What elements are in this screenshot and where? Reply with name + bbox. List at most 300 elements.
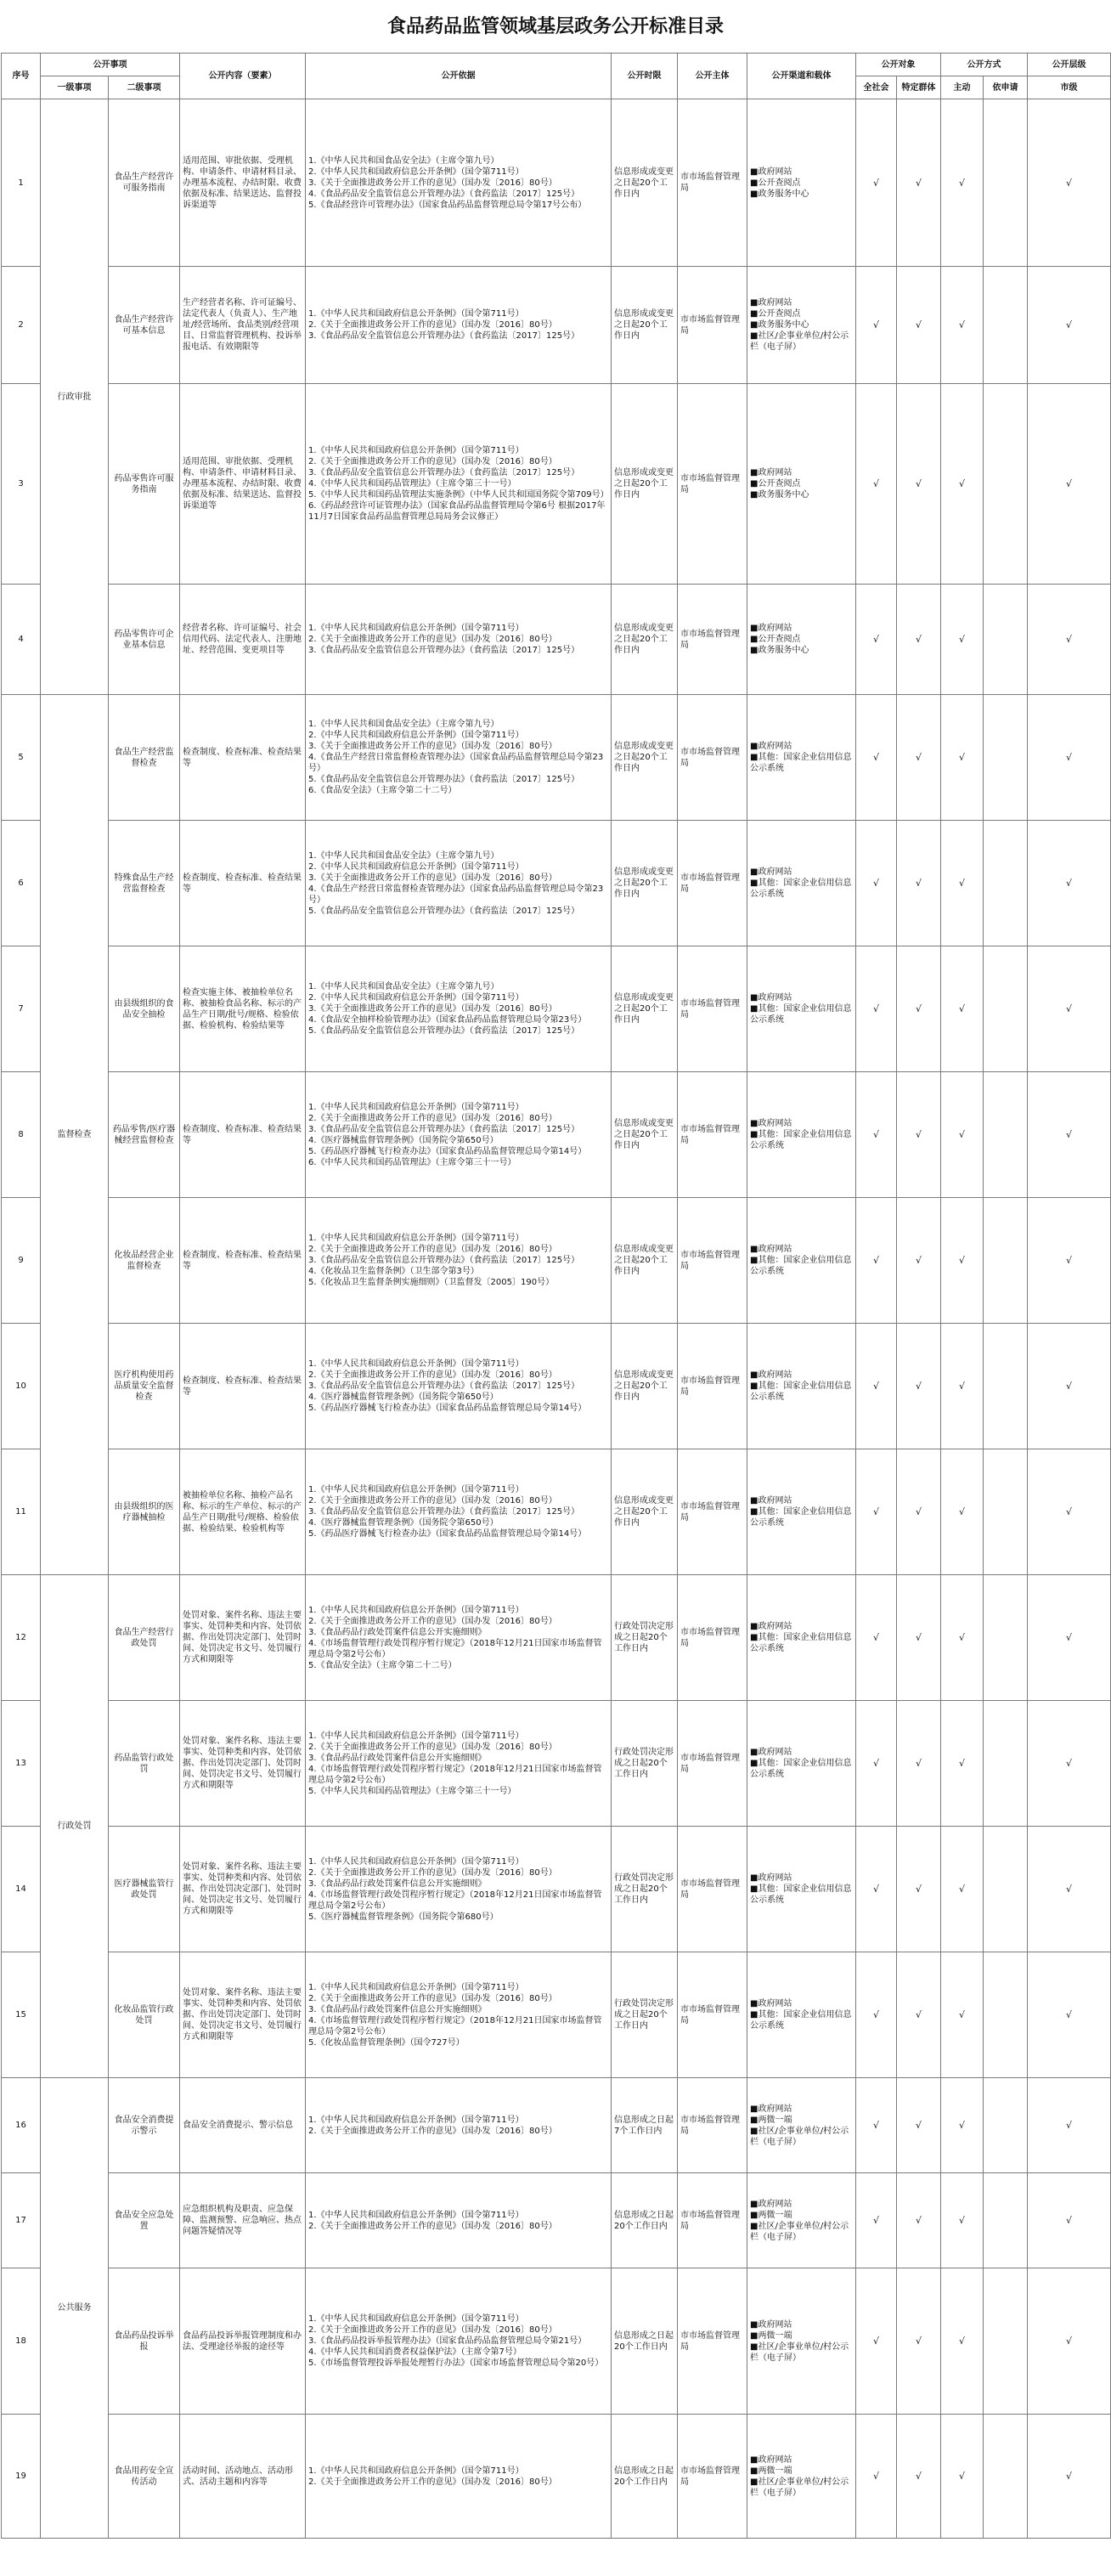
basis-item: 4.《医疗器械监督管理条例》（国务院令第650号） <box>308 1393 499 1402</box>
header-subject: 公开主体 <box>678 54 747 99</box>
item-level2: 由县级组织的医疗器械抽检 <box>109 1449 180 1575</box>
publish-time: 信息形成或变更之日起20个工作日内 <box>612 821 678 946</box>
basis-list <box>306 267 612 384</box>
content-elements: 处罚对象、案件名称、违法主要事实、处罚种类和内容、处罚依据、作出处罚决定部门、处罚时间、处罚决定书文号、处罚履行方式和期限等 <box>180 1575 306 1701</box>
item-level2: 医疗机构使用药品质量安全监督检查 <box>109 1324 180 1449</box>
publish-subject: 市市场监督管理局 <box>678 267 747 384</box>
basis-item: 1.《中华人民共和国食品安全法》（主席令第九号） <box>308 720 499 729</box>
basis-item: 2.《中华人民共和国政府信息公开条例》（国令第711号） <box>308 167 524 177</box>
item-level2: 食品生产经营行政处罚 <box>109 1575 180 1701</box>
check-all-society: √ <box>856 2415 897 2539</box>
check-city-level: √ <box>1028 1324 1111 1449</box>
check-on-request <box>984 1449 1028 1575</box>
publish-time: 信息形成或变更之日起20个工作日内 <box>612 1198 678 1324</box>
channel-item: ■政府网站 <box>750 2104 792 2114</box>
basis-item: 2.《关于全面推进政务公开工作的意见》（国办发〔2016〕80号） <box>308 2221 557 2231</box>
check-all-society: √ <box>856 2173 897 2268</box>
channel-item: ■政府网站 <box>750 1748 792 1757</box>
channel-item: ■政府网站 <box>750 624 792 633</box>
publish-time: 信息形成之日起7个工作日内 <box>612 2078 678 2173</box>
check-on-request <box>984 384 1028 585</box>
content-elements: 检查制度、检查标准、检查结果等 <box>180 1324 306 1449</box>
basis-item: 5.《市场监督管理投诉举报处理暂行办法》（国家市场监督管理总局令第20号） <box>308 2359 604 2368</box>
check-city-level: √ <box>1028 821 1111 946</box>
basis-item: 4.《医疗器械监督管理条例》（国务院令第650号） <box>308 1518 499 1528</box>
item-level2: 食品生产经营许可服务指南 <box>109 99 180 267</box>
publish-time: 信息形成之日起20个工作日内 <box>612 2268 678 2415</box>
check-specific-group: √ <box>897 267 941 384</box>
basis-item: 5.《食品药品安全监管信息公开管理办法》（食药监法〔2017〕125号） <box>308 775 580 784</box>
row-seq: 4 <box>2 585 41 695</box>
basis-list <box>306 2078 612 2173</box>
check-active: √ <box>941 2268 984 2415</box>
header-target-all: 全社会 <box>856 76 897 99</box>
content-elements: 处罚对象、案件名称、违法主要事实、处罚种类和内容、处罚依据、作出处罚决定部门、处罚时间、处罚决定书文号、处罚履行方式和期限等 <box>180 1827 306 1952</box>
basis-item: 5.《中华人民共和国药品管理法》（主席令第三十一号） <box>308 1786 516 1796</box>
content-elements: 检查制度、检查标准、检查结果等 <box>180 695 306 821</box>
basis-item: 6.《药品经营许可证管理办法》（国家食品药品监督管理局令第6号 根据2017年11月7日国家食品药品监督管理总局局务会议修正） <box>308 501 606 522</box>
table-row <box>2 1701 1111 1827</box>
basis-item: 1.《中华人民共和国政府信息公开条例》（国令第711号） <box>308 2115 524 2125</box>
channel-item: ■社区/企事业单位/村公示栏（电子屏） <box>750 2221 849 2242</box>
basis-item: 2.《关于全面推进政务公开工作的意见》（国办发〔2016〕80号） <box>308 1867 557 1878</box>
check-city-level: √ <box>1028 695 1111 821</box>
basis-item: 2.《关于全面推进政务公开工作的意见》（国办发〔2016〕80号） <box>308 1113 557 1123</box>
basis-item: 1.《中华人民共和国食品安全法》（主席令第九号） <box>308 155 499 166</box>
basis-list <box>306 2415 612 2539</box>
basis-item: 4.《中华人民共和国消费者权益保护法》（主席令第7号） <box>308 2347 522 2357</box>
basis-item: 2.《关于全面推进政务公开工作的意见》（国办发〔2016〕80号） <box>308 1742 557 1752</box>
check-active: √ <box>941 99 984 267</box>
header-item-l2: 二级事项 <box>109 76 180 99</box>
channel-item: ■政府网站 <box>750 867 792 877</box>
check-all-society: √ <box>856 2268 897 2415</box>
basis-item: 3.《关于全面推进政务公开工作的意见》（国办发〔2016〕80号） <box>308 873 557 883</box>
content-elements: 处罚对象、案件名称、违法主要事实、处罚种类和内容、处罚依据、作出处罚决定部门、处罚时间、处罚决定书文号、处罚履行方式和期限等 <box>180 1701 306 1827</box>
channel-item: ■其他：国家企业信用信息公示系统 <box>750 1130 852 1150</box>
item-level2: 医疗器械监管行政处罚 <box>109 1827 180 1952</box>
basis-item: 3.《食品药品安全监管信息公开管理办法》（食药监法〔2017〕125号） <box>308 331 580 341</box>
check-on-request <box>984 695 1028 821</box>
check-on-request <box>984 1072 1028 1198</box>
channel-list <box>747 1827 856 1952</box>
basis-item: 3.《关于全面推进政务公开工作的意见》（国办发〔2016〕80号） <box>308 1004 557 1014</box>
catalog-table <box>1 53 1111 2539</box>
publish-subject: 市市场监督管理局 <box>678 99 747 267</box>
basis-item: 4.《食品生产经营日常监督检查管理办法》（国家食品药品监督管理总局令第23号） <box>308 753 604 773</box>
basis-item: 4.《医疗器械监督管理条例》（国务院令第650号） <box>308 1135 499 1145</box>
basis-item: 1.《中华人民共和国政府信息公开条例》（国令第711号） <box>308 624 524 633</box>
publish-subject: 市市场监督管理局 <box>678 384 747 585</box>
basis-list <box>306 821 612 946</box>
basis-item: 4.《食品生产经营日常监督检查管理办法》（国家食品药品监督管理总局令第23号） <box>308 884 604 905</box>
basis-item: 1.《中华人民共和国食品安全法》（主席令第九号） <box>308 982 499 991</box>
check-specific-group: √ <box>897 384 941 585</box>
publish-time: 行政处罚决定形成之日起20个工作日内 <box>612 1827 678 1952</box>
publish-subject: 市市场监督管理局 <box>678 1575 747 1701</box>
basis-item: 4.《食品药品安全监管信息公开管理办法》（食药监法〔2017〕125号） <box>308 189 580 199</box>
check-city-level: √ <box>1028 1449 1111 1575</box>
basis-item: 1.《中华人民共和国政府信息公开条例》（国令第711号） <box>308 1102 524 1112</box>
check-all-society: √ <box>856 1952 897 2078</box>
item-level2: 化妆品经营企业监督检查 <box>109 1198 180 1324</box>
basis-item: 5.《化妆品监督管理条例》（国令727号） <box>308 2037 465 2048</box>
basis-item: 1.《中华人民共和国政府信息公开条例》（国令第711号） <box>308 1234 524 1243</box>
basis-item: 3.《食品药品安全监管信息公开管理办法》（食药监法〔2017〕125号） <box>308 1124 580 1134</box>
channel-list <box>747 2173 856 2268</box>
table-row <box>2 821 1111 946</box>
row-seq: 13 <box>2 1701 41 1827</box>
basis-list <box>306 695 612 821</box>
check-active: √ <box>941 384 984 585</box>
check-all-society: √ <box>856 1827 897 1952</box>
check-on-request <box>984 1952 1028 2078</box>
channel-item: ■政务服务中心 <box>750 189 809 199</box>
publish-subject: 市市场监督管理局 <box>678 1449 747 1575</box>
channel-item: ■政府网站 <box>750 468 792 477</box>
check-city-level: √ <box>1028 585 1111 695</box>
channel-item: ■社区/企事业单位/村公示栏（电子屏） <box>750 331 849 352</box>
publish-time: 信息形成之日起20个工作日内 <box>612 2415 678 2539</box>
basis-list <box>306 2268 612 2415</box>
check-active: √ <box>941 1324 984 1449</box>
basis-list <box>306 2173 612 2268</box>
check-active: √ <box>941 946 984 1072</box>
check-specific-group: √ <box>897 1952 941 2078</box>
channel-list <box>747 1575 856 1701</box>
publish-time: 信息形成或变更之日起20个工作日内 <box>612 1072 678 1198</box>
check-active: √ <box>941 267 984 384</box>
content-elements: 检查制度、检查标准、检查结果等 <box>180 821 306 946</box>
check-on-request <box>984 1701 1028 1827</box>
check-specific-group: √ <box>897 946 941 1072</box>
check-active: √ <box>941 1952 984 2078</box>
channel-item: ■其他：国家企业信用信息公示系统 <box>750 878 852 899</box>
item-level2: 食品安全消费提示警示 <box>109 2078 180 2173</box>
item-level2: 特殊食品生产经营监督检查 <box>109 821 180 946</box>
row-seq: 19 <box>2 2415 41 2539</box>
header-channel: 公开渠道和载体 <box>747 54 856 99</box>
content-elements: 适用范围、审批依据、受理机构、申请条件、申请材料目录、办理基本流程、办结时限、收费依据及标准、结果送达、监督投诉渠道等 <box>180 99 306 267</box>
check-all-society: √ <box>856 1198 897 1324</box>
channel-list <box>747 267 856 384</box>
row-seq: 18 <box>2 2268 41 2415</box>
check-active: √ <box>941 1449 984 1575</box>
publish-time: 信息形成或变更之日起20个工作日内 <box>612 267 678 384</box>
check-specific-group: √ <box>897 99 941 267</box>
channel-item: ■政务服务中心 <box>750 646 809 655</box>
basis-item: 3.《食品药品安全监管信息公开管理办法》（食药监法〔2017〕125号） <box>308 646 580 655</box>
row-seq: 2 <box>2 267 41 384</box>
check-city-level: √ <box>1028 1072 1111 1198</box>
item-level2: 药品零售许可企业基本信息 <box>109 585 180 695</box>
table-body <box>2 99 1111 2539</box>
check-on-request <box>984 1827 1028 1952</box>
basis-item: 1.《中华人民共和国政府信息公开条例》（国令第711号） <box>308 446 524 455</box>
check-on-request <box>984 585 1028 695</box>
channel-item: ■政府网站 <box>750 1119 792 1128</box>
channel-item: ■政府网站 <box>750 1245 792 1254</box>
header-target-specific: 特定群体 <box>897 76 941 99</box>
row-seq: 12 <box>2 1575 41 1701</box>
content-elements: 被抽检单位名称、抽检产品名称、标示的生产单位、标示的产品生产日期/批号/规格、检验依据、检验结果、检验机构等 <box>180 1449 306 1575</box>
row-seq: 3 <box>2 384 41 585</box>
basis-item: 2.《关于全面推进政务公开工作的意见》（国办发〔2016〕80号） <box>308 2126 557 2136</box>
content-elements: 食品药品投诉举报管理制度和办法、受理途径举报的途径等 <box>180 2268 306 2415</box>
channel-list <box>747 946 856 1072</box>
basis-list <box>306 1701 612 1827</box>
check-on-request <box>984 946 1028 1072</box>
check-active: √ <box>941 1827 984 1952</box>
header-item: 公开事项 <box>41 54 180 76</box>
basis-item: 3.《食品药品安全监管信息公开管理办法》（食药监法〔2017〕125号） <box>308 1381 580 1391</box>
check-active: √ <box>941 2173 984 2268</box>
check-active: √ <box>941 1198 984 1324</box>
basis-item: 2.《关于全面推进政务公开工作的意见》（国办发〔2016〕80号） <box>308 1993 557 2003</box>
channel-item: ■两微一端 <box>750 2115 792 2125</box>
table-row <box>2 1198 1111 1324</box>
check-all-society: √ <box>856 585 897 695</box>
basis-item: 2.《关于全面推进政务公开工作的意见》（国办发〔2016〕80号） <box>308 457 557 466</box>
channel-list <box>747 2415 856 2539</box>
header-time: 公开时限 <box>612 54 678 99</box>
basis-list <box>306 1575 612 1701</box>
basis-item: 4.《化妆品卫生监督条例》（卫生部令第3号） <box>308 1267 479 1276</box>
basis-item: 1.《中华人民共和国政府信息公开条例》（国令第711号） <box>308 2314 524 2324</box>
item-level2: 药品零售许可服务指南 <box>109 384 180 585</box>
channel-list <box>747 1198 856 1324</box>
row-seq: 7 <box>2 946 41 1072</box>
publish-subject: 市市场监督管理局 <box>678 2078 747 2173</box>
check-all-society: √ <box>856 695 897 821</box>
publish-subject: 市市场监督管理局 <box>678 2415 747 2539</box>
basis-list <box>306 1952 612 2078</box>
check-on-request <box>984 2173 1028 2268</box>
channel-list <box>747 1449 856 1575</box>
publish-subject: 市市场监督管理局 <box>678 1952 747 2078</box>
basis-list <box>306 1198 612 1324</box>
item-level2: 化妆品监管行政处罚 <box>109 1952 180 2078</box>
basis-item: 4.《市场监督管理行政处罚程序暂行规定》（2018年12月21日国家市场监督管理总局令第2号公布） <box>308 1764 602 1785</box>
table-row <box>2 1072 1111 1198</box>
check-on-request <box>984 267 1028 384</box>
channel-item: ■政府网站 <box>750 2199 792 2209</box>
publish-subject: 市市场监督管理局 <box>678 1072 747 1198</box>
header-item-l1: 一级事项 <box>41 76 109 99</box>
check-specific-group: √ <box>897 821 941 946</box>
table-row <box>2 2078 1111 2173</box>
header-basis: 公开依据 <box>306 54 612 99</box>
content-elements: 适用范围、审批依据、受理机构、申请条件、申请材料目录、办理基本流程、办结时限、收费依据及标准、结果送达、监督投诉渠道等 <box>180 384 306 585</box>
table-row <box>2 946 1111 1072</box>
item-level2: 由县级组织的食品安全抽检 <box>109 946 180 1072</box>
check-specific-group: √ <box>897 2078 941 2173</box>
publish-time: 信息形成或变更之日起20个工作日内 <box>612 1449 678 1575</box>
check-on-request <box>984 2415 1028 2539</box>
item-level2: 食品生产经营许可基本信息 <box>109 267 180 384</box>
basis-item: 5.《食品药品安全监管信息公开管理办法》（食药监法〔2017〕125号） <box>308 906 580 916</box>
publish-time: 行政处罚决定形成之日起20个工作日内 <box>612 1952 678 2078</box>
channel-item: ■两微一端 <box>750 2210 792 2220</box>
check-specific-group: √ <box>897 2415 941 2539</box>
publish-subject: 市市场监督管理局 <box>678 585 747 695</box>
basis-item: 3.《食品药品行政处罚案件信息公开实施细则》 <box>308 1753 487 1763</box>
basis-list <box>306 1324 612 1449</box>
page-title: 食品药品监管领域基层政务公开标准目录 <box>386 15 724 37</box>
check-specific-group: √ <box>897 1072 941 1198</box>
basis-item: 3.《食品药品安全监管信息公开管理办法》（食药监法〔2017〕125号） <box>308 1507 580 1517</box>
check-city-level: √ <box>1028 267 1111 384</box>
content-elements: 检查实施主体、被抽检单位名称、被抽检食品名称、标示的产品生产日期/批号/规格、检验依据、检验机构、检验结果等 <box>180 946 306 1072</box>
table-row <box>2 1449 1111 1575</box>
check-city-level: √ <box>1028 2078 1111 2173</box>
channel-item: ■两微一端 <box>750 2330 792 2341</box>
content-elements: 检查制度、检查标准、检查结果等 <box>180 1072 306 1198</box>
channel-item: ■社区/企事业单位/村公示栏（电子屏） <box>750 2477 849 2498</box>
group-label: 行政处罚 <box>41 1575 109 2078</box>
channel-item: ■政府网站 <box>750 1496 792 1505</box>
basis-item: 2.《关于全面推进政务公开工作的意见》（国办发〔2016〕80号） <box>308 1496 557 1505</box>
basis-item: 2.《关于全面推进政务公开工作的意见》（国办发〔2016〕80号） <box>308 1616 557 1626</box>
channel-item: ■其他：国家企业信用信息公示系统 <box>750 753 852 773</box>
basis-list <box>306 1827 612 1952</box>
check-active: √ <box>941 1575 984 1701</box>
publish-subject: 市市场监督管理局 <box>678 1324 747 1449</box>
basis-item: 2.《关于全面推进政务公开工作的意见》（国办发〔2016〕80号） <box>308 320 557 330</box>
channel-item: ■其他：国家企业信用信息公示系统 <box>750 1759 852 1779</box>
row-seq: 16 <box>2 2078 41 2173</box>
content-elements: 处罚对象、案件名称、违法主要事实、处罚种类和内容、处罚依据、作出处罚决定部门、处罚时间、处罚决定书文号、处罚履行方式和期限等 <box>180 1952 306 2078</box>
publish-time: 行政处罚决定形成之日起20个工作日内 <box>612 1701 678 1827</box>
header-content: 公开内容（要素） <box>180 54 306 99</box>
check-specific-group: √ <box>897 1827 941 1952</box>
basis-item: 1.《中华人民共和国政府信息公开条例》（国令第711号） <box>308 2466 524 2476</box>
check-on-request <box>984 2268 1028 2415</box>
publish-time: 信息形成之日起20个工作日内 <box>612 2173 678 2268</box>
channel-list <box>747 2268 856 2415</box>
publish-time: 信息形成或变更之日起20个工作日内 <box>612 585 678 695</box>
channel-item: ■政府网站 <box>750 1622 792 1631</box>
check-all-society: √ <box>856 821 897 946</box>
basis-item: 2.《中华人民共和国政府信息公开条例》（国令第711号） <box>308 731 524 740</box>
channel-item: ■两微一端 <box>750 2466 792 2476</box>
channel-item: ■其他：国家企业信用信息公示系统 <box>750 1256 852 1276</box>
publish-subject: 市市场监督管理局 <box>678 821 747 946</box>
group-label: 监督检查 <box>41 695 109 1575</box>
row-seq: 14 <box>2 1827 41 1952</box>
check-all-society: √ <box>856 1324 897 1449</box>
publish-time: 信息形成或变更之日起20个工作日内 <box>612 946 678 1072</box>
table-row <box>2 2415 1111 2539</box>
basis-item: 3.《食品药品行政处罚案件信息公开实施细则》 <box>308 2004 487 2014</box>
channel-item: ■公开查阅点 <box>750 309 801 319</box>
check-city-level: √ <box>1028 1701 1111 1827</box>
item-level2: 药品监管行政处罚 <box>109 1701 180 1827</box>
check-on-request <box>984 821 1028 946</box>
basis-item: 2.《关于全面推进政务公开工作的意见》（国办发〔2016〕80号） <box>308 635 557 644</box>
channel-list <box>747 821 856 946</box>
basis-item: 3.《食品药品安全监管信息公开管理办法》（食药监法〔2017〕125号） <box>308 1256 580 1265</box>
basis-item: 5.《药品医疗器械飞行检查办法》（国家食品药品监督管理总局令第14号） <box>308 1529 587 1539</box>
channel-item: ■政府网站 <box>750 1873 792 1883</box>
basis-item: 6.《中华人民共和国药品管理法》（主席令第三十一号） <box>308 1157 516 1167</box>
publish-subject: 市市场监督管理局 <box>678 946 747 1072</box>
group-label: 公共服务 <box>41 2078 109 2539</box>
basis-item: 3.《食品药品行政处罚案件信息公开实施细则》 <box>308 1627 487 1637</box>
publish-time: 行政处罚决定形成之日起20个工作日内 <box>612 1575 678 1701</box>
channel-item: ■公开查阅点 <box>750 178 801 188</box>
basis-list <box>306 1449 612 1575</box>
check-active: √ <box>941 2078 984 2173</box>
content-elements: 应急组织机构及职责、应急保障、监测预警、应急响应、热点问题答疑情况等 <box>180 2173 306 2268</box>
check-city-level: √ <box>1028 946 1111 1072</box>
header-target: 公开对象 <box>856 54 941 76</box>
check-specific-group: √ <box>897 1449 941 1575</box>
check-city-level: √ <box>1028 1198 1111 1324</box>
row-seq: 10 <box>2 1324 41 1449</box>
channel-item: ■其他：国家企业信用信息公示系统 <box>750 1507 852 1528</box>
row-seq: 5 <box>2 695 41 821</box>
check-specific-group: √ <box>897 2173 941 2268</box>
channel-item: ■政府网站 <box>750 2455 792 2465</box>
check-specific-group: √ <box>897 1701 941 1827</box>
channel-item: ■政府网站 <box>750 2319 792 2330</box>
basis-item: 2.《中华人民共和国政府信息公开条例》（国令第711号） <box>308 993 524 1003</box>
table-row <box>2 1827 1111 1952</box>
table-row <box>2 1575 1111 1701</box>
table-row <box>2 384 1111 585</box>
check-specific-group: √ <box>897 1324 941 1449</box>
check-city-level: √ <box>1028 99 1111 267</box>
channel-item: ■其他：国家企业信用信息公示系统 <box>750 2010 852 2031</box>
channel-list <box>747 1324 856 1449</box>
channel-list <box>747 695 856 821</box>
check-all-society: √ <box>856 99 897 267</box>
basis-item: 3.《食品药品投诉举报管理办法》（国家食品药品监督管理总局令第21号） <box>308 2336 587 2346</box>
basis-item: 3.《关于全面推进政务公开工作的意见》（国办发〔2016〕80号） <box>308 742 557 751</box>
basis-item: 1.《中华人民共和国政府信息公开条例》（国令第711号） <box>308 1605 524 1615</box>
publish-time: 信息形成或变更之日起20个工作日内 <box>612 1324 678 1449</box>
basis-item: 2.《关于全面推进政务公开工作的意见》（国办发〔2016〕80号） <box>308 1370 557 1380</box>
basis-item: 4.《中华人民共和国药品管理法》（主席令第三十一号） <box>308 479 516 489</box>
content-elements: 活动时间、活动地点、活动形式、活动主题和内容等 <box>180 2415 306 2539</box>
basis-list <box>306 946 612 1072</box>
basis-item: 2.《中华人民共和国政府信息公开条例》（国令第711号） <box>308 861 524 872</box>
check-city-level: √ <box>1028 2173 1111 2268</box>
basis-item: 1.《中华人民共和国政府信息公开条例》（国令第711号） <box>308 1856 524 1867</box>
channel-item: ■政务服务中心 <box>750 320 809 330</box>
channel-item: ■政府网站 <box>750 993 792 1003</box>
item-level2: 食品安全应急处置 <box>109 2173 180 2268</box>
check-active: √ <box>941 2415 984 2539</box>
item-level2: 食品用药安全宣传活动 <box>109 2415 180 2539</box>
header-mode: 公开方式 <box>941 54 1028 76</box>
basis-list <box>306 99 612 267</box>
check-city-level: √ <box>1028 1575 1111 1701</box>
publish-subject: 市市场监督管理局 <box>678 1198 747 1324</box>
basis-item: 5.《化妆品卫生监督条例实施细则》（卫监督发〔2005〕190号） <box>308 1278 555 1287</box>
row-seq: 1 <box>2 99 41 267</box>
check-on-request <box>984 99 1028 267</box>
check-specific-group: √ <box>897 1198 941 1324</box>
publish-subject: 市市场监督管理局 <box>678 1701 747 1827</box>
item-level2: 药品零售/医疗器械经营监督检查 <box>109 1072 180 1198</box>
publish-subject: 市市场监督管理局 <box>678 2173 747 2268</box>
item-level2: 食品药品投诉举报 <box>109 2268 180 2415</box>
publish-time: 信息形成或变更之日起20个工作日内 <box>612 384 678 585</box>
check-specific-group: √ <box>897 1575 941 1701</box>
basis-item: 5.《食品安全法》（主席令第二十二号） <box>308 1660 457 1670</box>
